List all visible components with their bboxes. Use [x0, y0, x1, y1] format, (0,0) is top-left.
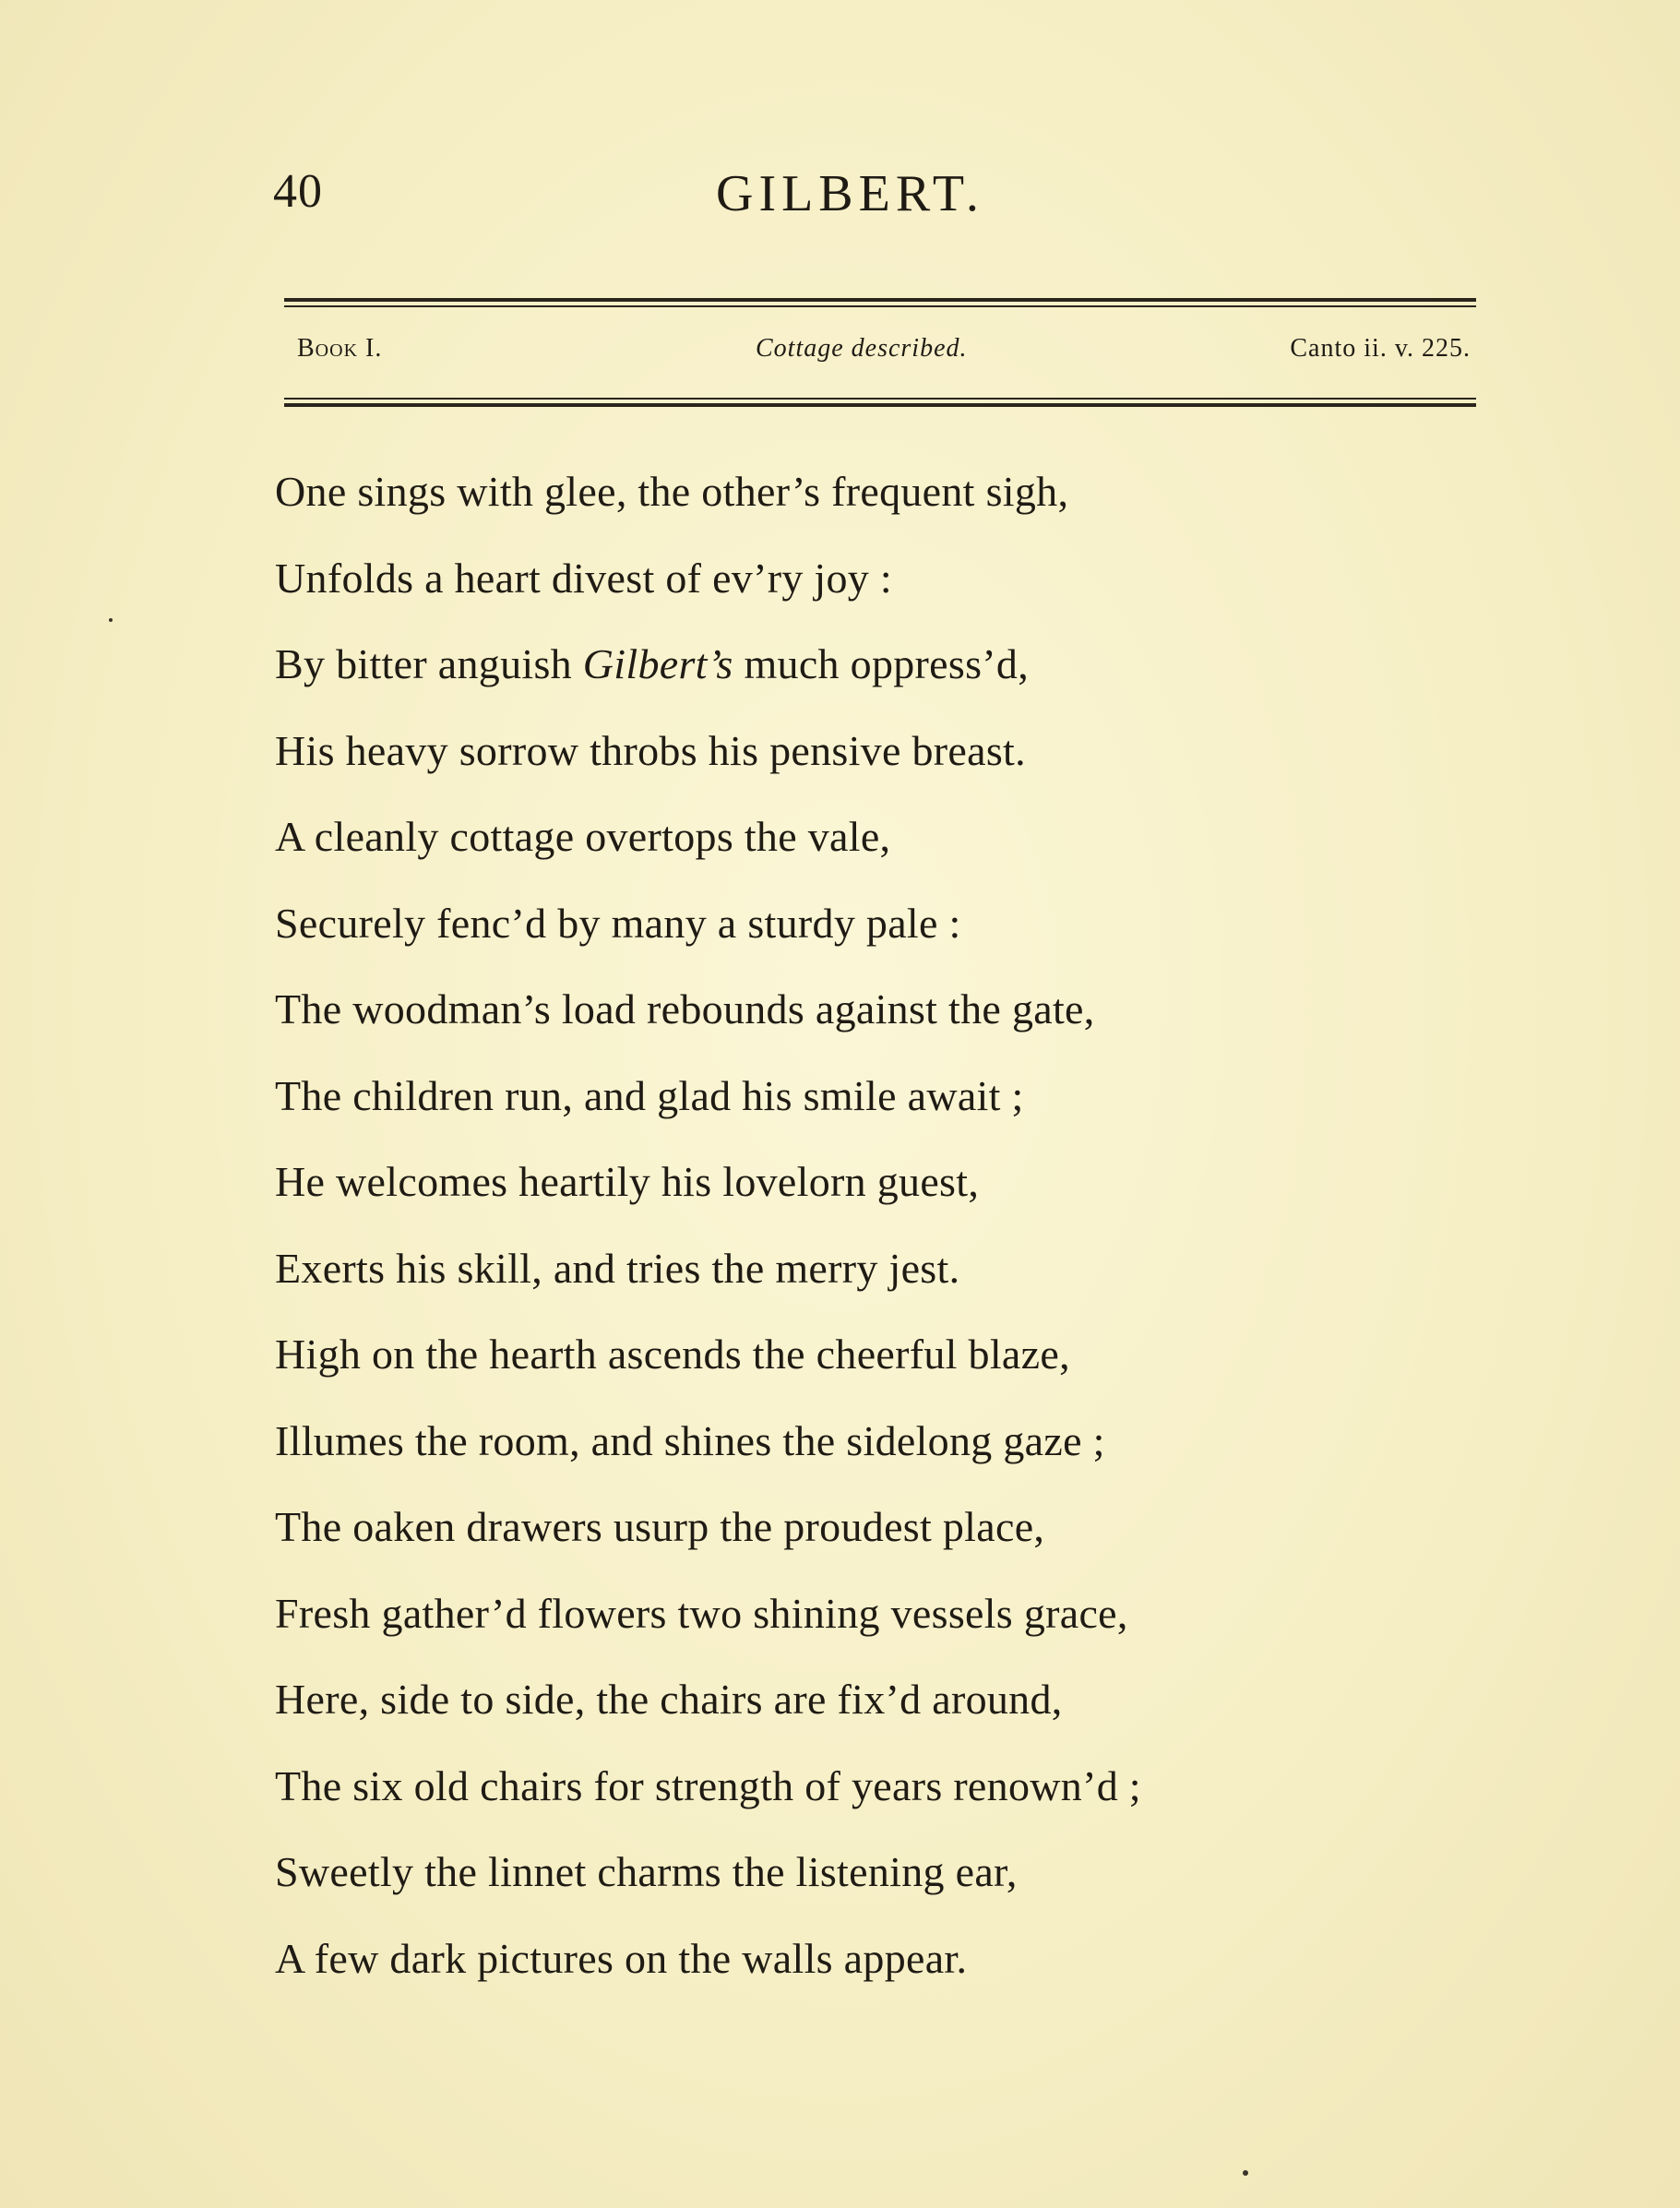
poem-line: He welcomes heartily his lovelorn guest, — [275, 1158, 980, 1205]
poem-line: His heavy sorrow throbs his pensive breast. — [275, 726, 1026, 774]
poem-text — [275, 464, 1382, 2017]
poem-line: The six old chairs for strength of years renown’d ; — [275, 1761, 1141, 1809]
argument-topic: Cottage described. — [756, 334, 968, 363]
poem-line: Here, side to side, the chairs are fix’d around, — [275, 1676, 1063, 1723]
bottom-double-rule-upper — [284, 398, 1476, 400]
poem-line: Fresh gather’d flowers two shining vessels grace, — [275, 1589, 1128, 1637]
running-head — [273, 164, 1011, 238]
running-title: GILBERT. — [716, 165, 984, 222]
poem-line: Exerts his skill, and tries the merry jest. — [275, 1244, 960, 1292]
argument-line — [297, 334, 1471, 380]
poem-line: One sings with glee, the other’s frequent sigh, — [275, 468, 1069, 515]
argument-reference: Canto ii. v. 225. — [1290, 334, 1471, 363]
poem-line: By bitter anguish Gilbert’s much oppress’d, — [275, 640, 1029, 687]
ink-speck — [109, 618, 113, 622]
italic-name: Gilbert’s — [582, 640, 733, 687]
ink-speck — [1243, 2170, 1248, 2176]
poem-line: Unfolds a heart divest of ev’ry joy : — [275, 554, 892, 602]
poem-line: A few dark pictures on the walls appear. — [275, 1934, 968, 1982]
top-double-rule-upper — [284, 298, 1476, 302]
poem-line: Illumes the room, and shines the sidelong gaze ; — [275, 1416, 1105, 1464]
page-number: 40 — [273, 165, 323, 218]
poem-line: The children run, and glad his smile await ; — [275, 1071, 1024, 1119]
bottom-double-rule-lower — [284, 403, 1476, 407]
top-double-rule-lower — [284, 305, 1476, 307]
poem-line: Sweetly the linnet charms the listening ear, — [275, 1848, 1018, 1895]
poem-line: The woodman’s load rebounds against the gate, — [275, 985, 1095, 1032]
poem-line: High on the hearth ascends the cheerful blaze, — [275, 1331, 1070, 1378]
poem-line: The oaken drawers usurp the proudest place, — [275, 1503, 1045, 1550]
poem-line: A cleanly cottage overtops the vale, — [275, 813, 891, 860]
argument-book: Book I. — [297, 334, 383, 363]
poem-line: Securely fenc’d by many a sturdy pale : — [275, 899, 961, 947]
